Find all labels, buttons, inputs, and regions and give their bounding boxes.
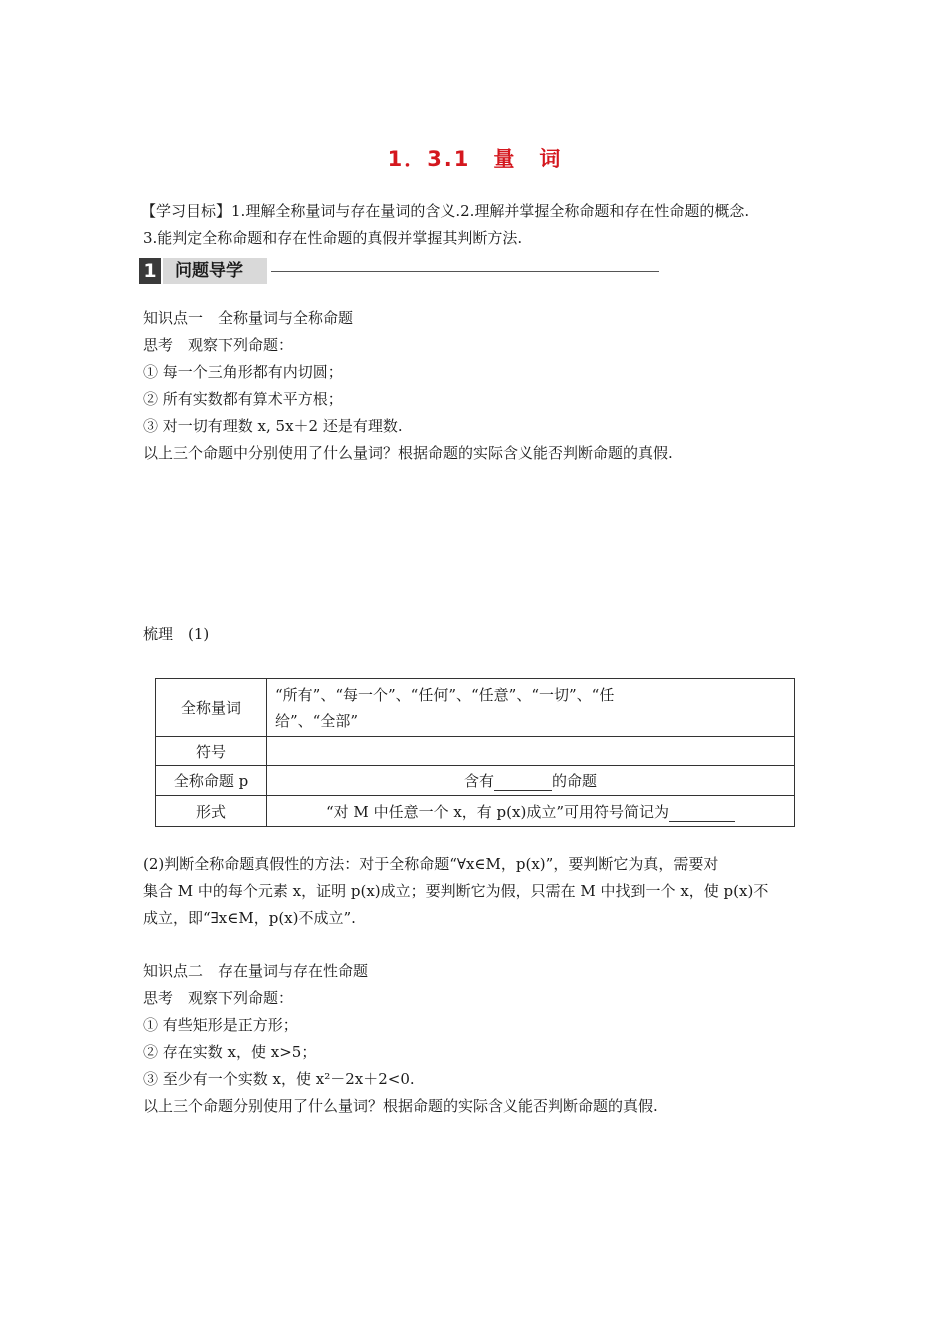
objectives-line-1 — [141, 199, 749, 223]
cell-text-after: 的命题 — [552, 772, 598, 790]
section-title: 问题导学 — [163, 258, 267, 284]
section-number: 1 — [139, 258, 161, 284]
objectives-tag: 【学习目标】 — [141, 202, 232, 220]
quantifier-table — [155, 678, 795, 827]
table-header-cell: 形式 — [156, 796, 267, 827]
kp2-think: 思考 观察下列命题： — [143, 989, 294, 1007]
quantifier-list-line-2: 给”、“全部” — [275, 711, 359, 730]
cell-text-before: 含有 — [463, 772, 494, 790]
table-header-cell: 全称命题 p — [156, 766, 267, 796]
table-header-cell: 符号 — [156, 737, 267, 766]
quantifier-list-line-1: “所有”、“每一个”、“任何”、“任意”、“一切”、“任 — [275, 685, 615, 704]
table-row — [156, 766, 795, 796]
fill-in-blank[interactable] — [669, 805, 735, 822]
page-title: 1．3.1 量 词 — [387, 147, 563, 171]
kp1-think: 思考 观察下列命题： — [143, 336, 294, 354]
kp2-question: 以上三个命题分别使用了什么量词？根据命题的实际含义能否判断命题的真假. — [143, 1097, 658, 1115]
table-row — [156, 737, 795, 766]
kp2-item-1: ① 有些矩形是正方形； — [143, 1016, 298, 1034]
judge-line-1: (2)判断全称命题真假性的方法：对于全称命题“∀x∈M，p(x)”，要判断它为真，需要对 — [143, 855, 719, 873]
judge-line-2: 集合 M 中的每个元素 x，证明 p(x)成立；要判断它为假，只需在 M 中找到一个 x，使 p(x)不 — [143, 882, 769, 900]
table-row — [156, 796, 795, 827]
kp2-item-2: ② 存在实数 x，使 x>5； — [143, 1043, 317, 1061]
table-value-cell — [267, 796, 795, 827]
kp1-item-1: ① 每一个三角形都有内切圆； — [143, 363, 343, 381]
table-value-cell — [267, 679, 795, 737]
kp2-heading: 知识点二 存在量词与存在性命题 — [143, 962, 369, 980]
table-value-cell — [267, 766, 795, 796]
kp1-item-3: ③ 对一切有理数 x, 5x＋2 还是有理数. — [143, 417, 403, 435]
symbol-answer-cell[interactable] — [267, 737, 795, 766]
objectives-line-2: 3.能判定全称命题和存在性命题的真假并掌握其判断方法. — [143, 229, 523, 247]
table-row — [156, 679, 795, 737]
section-header — [139, 258, 529, 284]
cell-text-before: “对 M 中任意一个 x，有 p(x)成立”可用符号简记为 — [326, 802, 669, 821]
kp2-item-3: ③ 至少有一个实数 x，使 x²－2x＋2<0. — [143, 1070, 415, 1088]
kp1-item-2: ② 所有实数都有算术平方根； — [143, 390, 343, 408]
objectives-text-1: 1.理解全称量词与存在量词的含义.2.理解并掌握全称命题和存在性命题的概念. — [231, 202, 750, 220]
section-rule — [271, 271, 659, 272]
kp1-question: 以上三个命题中分别使用了什么量词？根据命题的实际含义能否判断命题的真假. — [143, 444, 673, 462]
fill-in-blank[interactable] — [494, 774, 552, 791]
kp1-heading: 知识点一 全称量词与全称命题 — [143, 309, 354, 327]
summary-label: 梳理 (1) — [143, 625, 210, 643]
judge-line-3: 成立，即“∃x∈M，p(x)不成立”. — [143, 909, 356, 927]
table-header-cell: 全称量词 — [156, 679, 267, 737]
